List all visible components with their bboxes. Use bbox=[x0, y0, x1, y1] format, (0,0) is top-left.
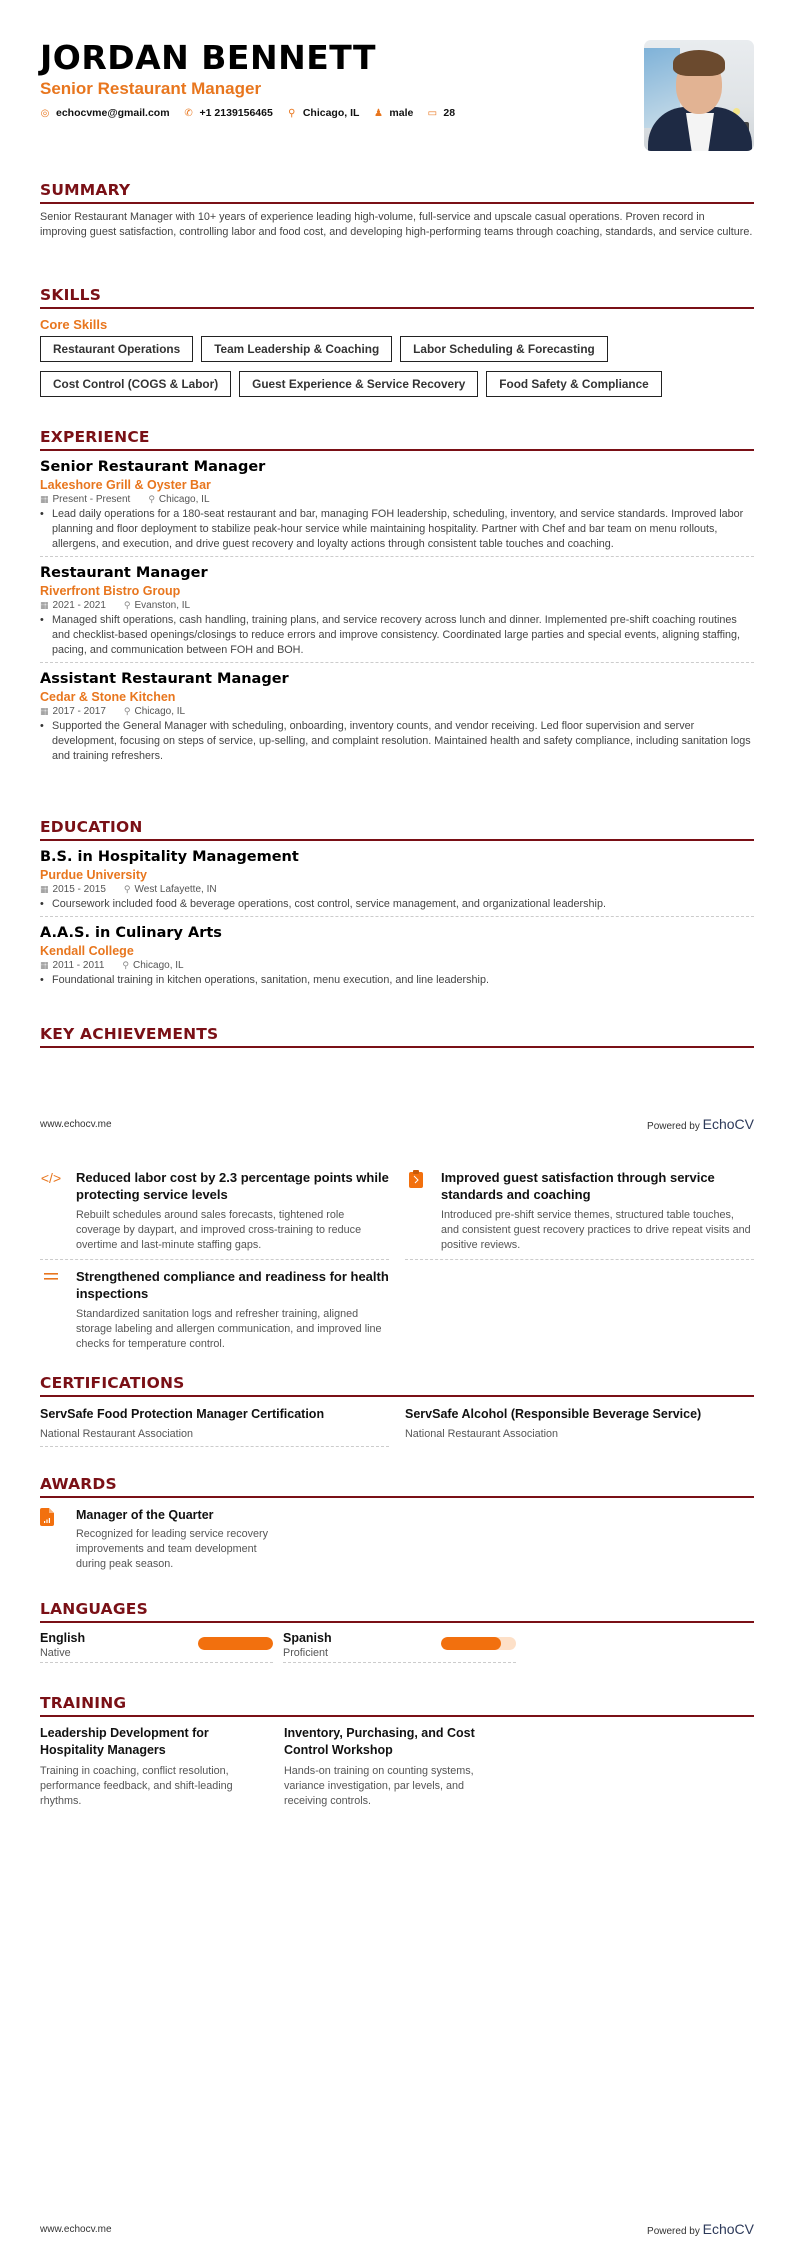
achievements-grid bbox=[40, 1161, 754, 1358]
certification-issuer: National Restaurant Association bbox=[405, 1428, 559, 1440]
certification-issuer: National Restaurant Association bbox=[40, 1428, 194, 1440]
award-title: Manager of the Quarter bbox=[76, 1508, 214, 1522]
achievement-item bbox=[40, 1260, 389, 1358]
experience-item bbox=[40, 669, 754, 768]
candidate-name: JORDAN BENNETT bbox=[40, 38, 377, 77]
contact-gender bbox=[373, 107, 413, 119]
section-title-languages: LANGUAGES bbox=[40, 1600, 754, 1623]
training-desc: Hands-on training on counting systems, variance investigation, par levels, and receiving controls. bbox=[284, 1765, 474, 1807]
location-pin-icon: ⚲ bbox=[123, 706, 131, 716]
resume-header bbox=[40, 38, 754, 158]
job-location: Chicago, IL bbox=[134, 706, 186, 717]
job-title: Senior Restaurant Manager bbox=[40, 459, 266, 475]
section-title-training: TRAINING bbox=[40, 1694, 754, 1717]
certification-item bbox=[405, 1403, 754, 1447]
person-icon: ♟ bbox=[373, 107, 383, 119]
job-title: Restaurant Manager bbox=[40, 565, 208, 581]
achievement-desc: Rebuilt schedules around sales forecasts, tightened role coverage by daypart, and improved cross-training to reduce overtime and last-minute staffing gaps. bbox=[76, 1209, 362, 1251]
achievement-item bbox=[40, 1161, 389, 1260]
section-title-skills: SKILLS bbox=[40, 286, 754, 309]
languages-list bbox=[40, 1631, 754, 1663]
section-title-achievements: KEY ACHIEVEMENTS bbox=[40, 1025, 754, 1048]
calendar-icon: ▦ bbox=[40, 960, 49, 970]
language-item bbox=[283, 1631, 516, 1663]
degree-title: B.S. in Hospitality Management bbox=[40, 849, 299, 865]
education-meta bbox=[40, 960, 754, 971]
achievement-title: Improved guest satisfaction through service standards and coaching bbox=[441, 1170, 715, 1202]
language-proficiency-bar bbox=[441, 1637, 516, 1650]
calendar-icon: ▦ bbox=[40, 494, 49, 504]
section-title-summary: SUMMARY bbox=[40, 181, 754, 204]
language-name: English bbox=[40, 1631, 86, 1645]
job-company: Cedar & Stone Kitchen bbox=[40, 690, 176, 704]
contact-location bbox=[287, 107, 360, 119]
experience-item bbox=[40, 457, 754, 557]
summary-section bbox=[40, 181, 754, 240]
achievements-section bbox=[40, 1161, 754, 1358]
certification-item bbox=[40, 1403, 389, 1447]
job-dates: 2021 - 2021 bbox=[52, 600, 106, 611]
location-value: Chicago, IL bbox=[302, 107, 360, 119]
achievement-desc: Introduced pre-shift service themes, structured table touches, and consistent guest recovery practices to drive repeat visits and positive reviews. bbox=[441, 1209, 751, 1251]
award-item bbox=[40, 1508, 280, 1572]
training-item bbox=[284, 1725, 504, 1809]
skill-tag: Food Safety & Compliance bbox=[486, 371, 661, 397]
job-meta bbox=[40, 600, 754, 611]
achievement-desc: Standardized sanitation logs and refresher training, aligned storage labeling and allergen communication, and improved line checks for temperature control. bbox=[76, 1308, 382, 1350]
job-company: Riverfront Bistro Group bbox=[40, 584, 181, 598]
awards-section bbox=[40, 1475, 754, 1572]
calendar-icon: ▦ bbox=[40, 884, 49, 894]
footer-powered-by: Powered by EchoCV bbox=[647, 2221, 754, 2237]
job-bullet: • Lead daily operations for a 180-seat restaurant and bar, managing FOH leadership, scheduling, inventory, and service standards. Improved labor planning and floor deployment to stabilize peak-hour service while maintaining hospitality. Partner with Chef and bar team on menu rollouts, allergens, and execution, and drive guest recovery and loyalty actions through consistent table touches and coaching. bbox=[40, 508, 744, 550]
job-meta bbox=[40, 706, 754, 717]
skill-tag: Labor Scheduling & Forecasting bbox=[400, 336, 608, 362]
certification-title: ServSafe Food Protection Manager Certification bbox=[40, 1407, 325, 1421]
skills-subtitle: Core Skills bbox=[40, 317, 108, 332]
clipboard-icon bbox=[405, 1169, 427, 1253]
phone-icon: ✆ bbox=[184, 107, 193, 119]
training-title: Inventory, Purchasing, and Cost Control Workshop bbox=[284, 1726, 475, 1757]
education-dates: 2011 - 2011 bbox=[52, 960, 105, 971]
email-value: echocvme@gmail.com bbox=[56, 107, 170, 119]
calendar-icon: ▭ bbox=[427, 107, 438, 119]
achievement-item bbox=[405, 1161, 754, 1260]
calendar-icon: ▦ bbox=[40, 600, 49, 610]
school-name: Purdue University bbox=[40, 868, 147, 882]
skills-section bbox=[40, 286, 754, 397]
education-meta bbox=[40, 884, 754, 895]
location-pin-icon: ⚲ bbox=[148, 494, 155, 504]
page-footer bbox=[40, 2221, 754, 2237]
location-pin-icon: ⚲ bbox=[288, 107, 296, 119]
job-bullet: • Managed shift operations, cash handling, training plans, and service recovery across lunch and dinner. Implemented pre-shift coaching routines and checklist-based openings/closings to reduce errors and improve consistency. Coordinated large parties and special events, aligning staffing, pacing, and communication between FOH and BOH. bbox=[40, 614, 740, 656]
footer-brand[interactable]: EchoCV bbox=[702, 2221, 754, 2237]
language-name: Spanish bbox=[283, 1631, 332, 1645]
training-title: Leadership Development for Hospitality Managers bbox=[40, 1726, 209, 1757]
achievement-title: Reduced labor cost by 2.3 percentage points while protecting service levels bbox=[76, 1170, 389, 1202]
education-bullet: • Coursework included food & beverage operations, cost control, service management, and organizational leadership. bbox=[40, 898, 606, 910]
skill-tag: Guest Experience & Service Recovery bbox=[239, 371, 478, 397]
skill-tag: Cost Control (COGS & Labor) bbox=[40, 371, 231, 397]
experience-section bbox=[40, 428, 754, 768]
section-title-education: EDUCATION bbox=[40, 818, 754, 841]
contact-phone[interactable] bbox=[184, 107, 273, 119]
certifications-section bbox=[40, 1374, 754, 1447]
training-item bbox=[40, 1725, 260, 1809]
calendar-icon: ▦ bbox=[40, 706, 49, 716]
language-item bbox=[40, 1631, 273, 1663]
at-icon: ◎ bbox=[40, 107, 50, 119]
job-location: Evanston, IL bbox=[134, 600, 191, 611]
job-dates: 2017 - 2017 bbox=[52, 706, 106, 717]
document-chart-icon bbox=[40, 1508, 62, 1572]
footer-powered-by: Powered by EchoCV bbox=[647, 1116, 754, 1132]
equals-icon bbox=[40, 1268, 62, 1352]
education-item bbox=[40, 923, 754, 992]
training-desc: Training in coaching, conflict resolution, performance feedback, and shift-leading rhythms. bbox=[40, 1765, 233, 1807]
language-level: Proficient bbox=[283, 1647, 329, 1659]
language-level: Native bbox=[40, 1647, 71, 1659]
degree-title: A.A.S. in Culinary Arts bbox=[40, 925, 222, 941]
languages-section bbox=[40, 1600, 754, 1663]
certification-title: ServSafe Alcohol (Responsible Beverage Service) bbox=[405, 1407, 702, 1421]
job-location: Chicago, IL bbox=[158, 494, 210, 505]
training-list bbox=[40, 1725, 754, 1809]
profile-photo bbox=[644, 40, 754, 151]
education-location: West Lafayette, IN bbox=[134, 884, 217, 895]
education-location: Chicago, IL bbox=[133, 960, 184, 971]
phone-value: +1 2139156465 bbox=[199, 107, 273, 119]
education-section bbox=[40, 818, 754, 992]
contact-email[interactable] bbox=[40, 107, 170, 119]
achievements-section-header bbox=[40, 1025, 754, 1048]
summary-text: Senior Restaurant Manager with 10+ years of experience leading high-volume, full-service and upscale casual operations. Proven record in improving guest satisfaction, controlling labor and food cost, and developing high-performing teams through coaching, standards, and service culture. bbox=[40, 211, 753, 238]
certifications-grid bbox=[40, 1403, 754, 1447]
section-title-awards: AWARDS bbox=[40, 1475, 754, 1498]
job-dates: Present - Present bbox=[52, 494, 131, 505]
skill-tag: Restaurant Operations bbox=[40, 336, 193, 362]
gender-value: male bbox=[389, 107, 414, 119]
skill-tag: Team Leadership & Coaching bbox=[201, 336, 392, 362]
section-title-experience: EXPERIENCE bbox=[40, 428, 754, 451]
job-bullet: • Supported the General Manager with scheduling, onboarding, inventory counts, and vendor receiving. Led floor supervision and server development, focusing on steps of service, up-selling, and complaint resolution. Maintained health and safety compliance, including sanitation logs and training refreshers. bbox=[40, 720, 751, 762]
job-title: Assistant Restaurant Manager bbox=[40, 671, 289, 687]
footer-brand[interactable]: EchoCV bbox=[702, 1116, 754, 1132]
education-bullet: • Foundational training in kitchen operations, sanitation, menu execution, and line leadership. bbox=[40, 974, 489, 986]
education-item bbox=[40, 847, 754, 917]
location-pin-icon: ⚲ bbox=[123, 884, 131, 894]
location-pin-icon: ⚲ bbox=[123, 600, 131, 610]
location-pin-icon: ⚲ bbox=[122, 960, 130, 970]
experience-item bbox=[40, 563, 754, 663]
job-meta bbox=[40, 494, 754, 505]
resume-page-2 bbox=[0, 1123, 794, 2246]
training-section bbox=[40, 1694, 754, 1809]
school-name: Kendall College bbox=[40, 944, 134, 958]
age-value: 28 bbox=[443, 107, 456, 119]
education-dates: 2015 - 2015 bbox=[52, 884, 106, 895]
job-company: Lakeshore Grill & Oyster Bar bbox=[40, 478, 211, 492]
footer-website-link[interactable]: www.echocv.me bbox=[40, 2223, 112, 2235]
footer-website-link[interactable]: www.echocv.me bbox=[40, 1118, 112, 1130]
section-title-certifications: CERTIFICATIONS bbox=[40, 1374, 754, 1397]
contact-age bbox=[427, 107, 455, 119]
achievement-title: Strengthened compliance and readiness for health inspections bbox=[76, 1269, 389, 1301]
candidate-role: Senior Restaurant Manager bbox=[40, 79, 262, 98]
language-proficiency-bar bbox=[198, 1637, 273, 1650]
award-desc: Recognized for leading service recovery improvements and team development during peak season. bbox=[76, 1528, 269, 1570]
code-icon: </> bbox=[40, 1170, 62, 1186]
skills-list bbox=[40, 336, 754, 397]
